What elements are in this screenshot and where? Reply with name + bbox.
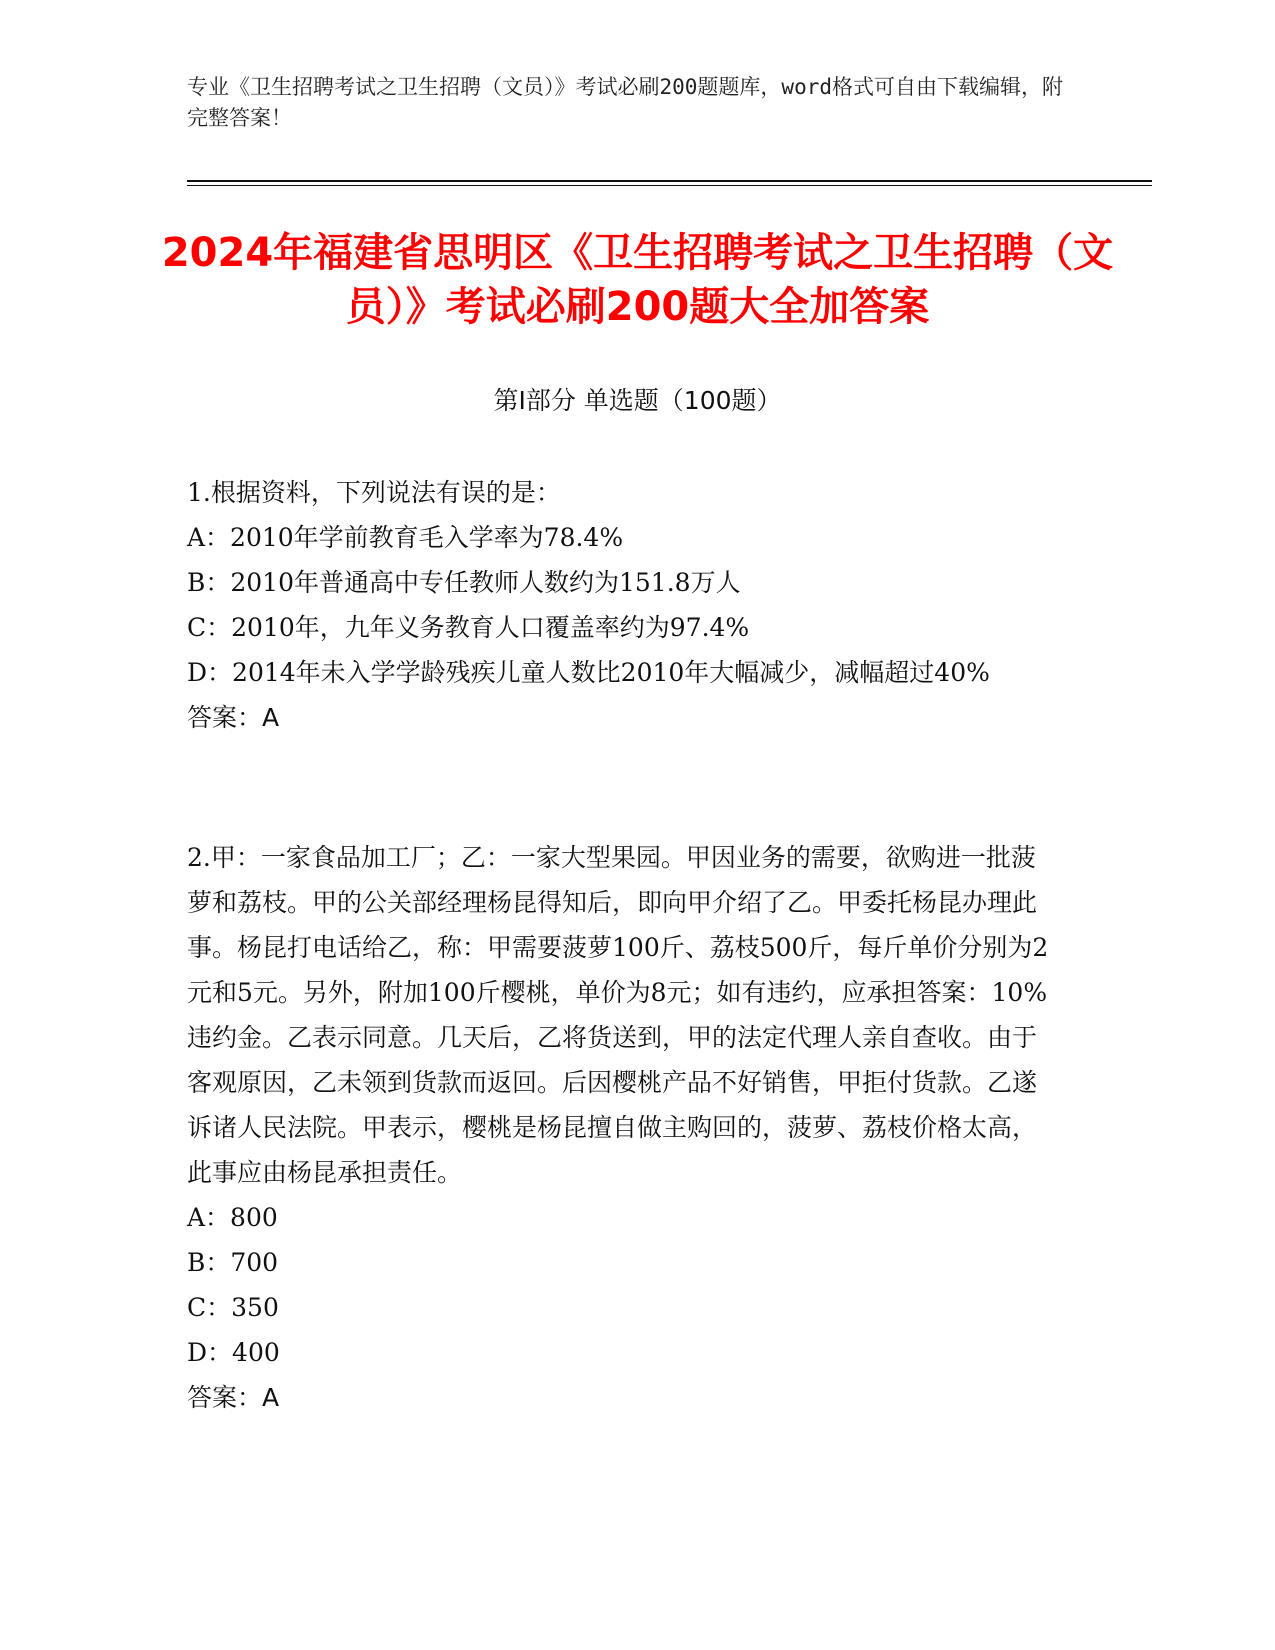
answer: 答案：A <box>187 703 280 732</box>
header-divider-thick <box>187 180 1152 182</box>
option-a: A：800 <box>187 1203 278 1232</box>
header-divider-thin <box>187 185 1152 186</box>
option-b: B：700 <box>187 1248 279 1277</box>
option-c: C：2010年，九年义务教育人口覆盖率约为97.4% <box>187 613 750 642</box>
question-2 <box>187 835 1057 1420</box>
header-note: 专业《卫生招聘考试之卫生招聘（文员）》考试必刷200题题库，word格式可自由下载编辑，附完整答案！ <box>187 75 1063 130</box>
option-d: D：2014年未入学学龄残疾儿童人数比2010年大幅减少，减幅超过40% <box>187 658 990 687</box>
option-b: B：2010年普通高中专任教师人数约为151.8万人 <box>187 568 741 597</box>
question-1 <box>187 470 1057 740</box>
option-d: D：400 <box>187 1338 280 1367</box>
question-stem: 2.甲：一家食品加工厂；乙：一家大型果园。甲因业务的需要，欲购进一批菠萝和荔枝。甲的公关部经理杨昆得知后，即向甲介绍了乙。甲委托杨昆办理此事。杨昆打电话给乙，称：甲需要菠萝100斤、荔枝500斤，每斤单价分别为2元和5元。另外，附加100斤樱桃，单价为8元；如有违约，应承担答案：10%违约金。乙表示同意。几天后，乙将货送到，甲的法定代理人亲自查收。由于客观原因，乙未领到货款而返回。后因樱桃产品不好销售，甲拒付货款。乙遂诉诸人民法院。甲表示，樱桃是杨昆擅自做主购回的，菠萝、荔枝价格太高，此事应由杨昆承担责任。 <box>187 843 1049 1187</box>
option-a: A：2010年学前教育毛入学率为78.4% <box>187 523 624 552</box>
question-stem: 1.根据资料，下列说法有误的是： <box>187 478 561 507</box>
document-title: 2024年福建省思明区《卫生招聘考试之卫生招聘（文员）》考试必刷200题大全加答案 <box>161 230 1114 330</box>
option-c: C：350 <box>187 1293 279 1322</box>
answer: 答案：A <box>187 1383 280 1412</box>
section-heading: 第I部分 单选题（100题） <box>493 386 782 415</box>
